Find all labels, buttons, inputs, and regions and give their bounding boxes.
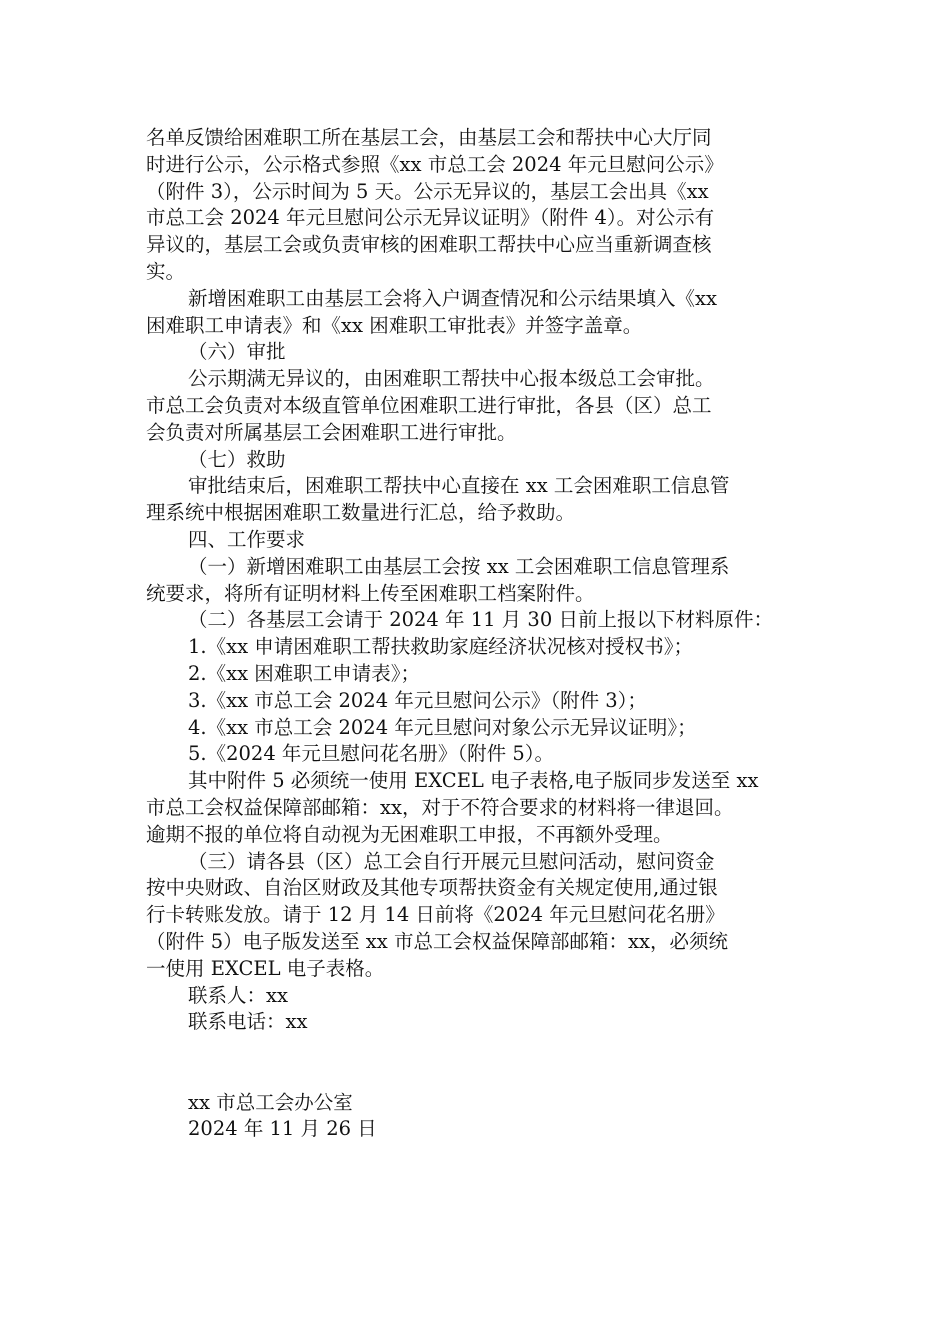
body-line: 审批结束后，困难职工帮扶中心直接在 xx 工会困难职工信息管 <box>188 474 730 498</box>
body-line: 行卡转账发放。请于 12 月 14 日前将《2024 年元旦慰问花名册》 <box>146 903 725 927</box>
issue-date: 2024 年 11 月 26 日 <box>188 1117 377 1141</box>
document-body <box>146 125 806 1143</box>
body-line: 一使用 EXCEL 电子表格。 <box>146 956 385 980</box>
body-line: 实。 <box>146 259 186 283</box>
list-item: 5.《2024 年元旦慰问花名册》（附件 5）。 <box>188 742 555 766</box>
body-line: 逾期不报的单位将自动视为无困难职工申报，不再额外受理。 <box>146 822 673 846</box>
list-item: 3.《xx 市总工会 2024 年元旦慰问公示》（附件 3）； <box>188 688 647 712</box>
body-line: （一）新增困难职工由基层工会按 xx 工会困难职工信息管理系 <box>188 554 730 578</box>
body-line: （附件 3），公示时间为 5 天。公示无异议的，基层工会出具《xx <box>146 179 709 203</box>
body-line: （二）各基层工会请于 2024 年 11 月 30 日前上报以下材料原件： <box>188 608 773 632</box>
section-heading-seven: （七）救助 <box>188 447 286 471</box>
body-line: 困难职工申请表》和《xx 困难职工审批表》并签字盖章。 <box>146 313 643 337</box>
body-line: 市总工会 2024 年元旦慰问公示无异议证明》（附件 4）。对公示有 <box>146 206 715 230</box>
body-line: 市总工会负责对本级直管单位困难职工进行审批，各县（区）总工 <box>146 393 712 417</box>
body-line: 市总工会权益保障部邮箱：xx，对于不符合要求的材料将一律退回。 <box>146 795 734 819</box>
body-line: 理系统中根据困难职工数量进行汇总，给予救助。 <box>146 501 576 525</box>
body-line: 公示期满无异议的，由困难职工帮扶中心报本级总工会审批。 <box>188 367 715 391</box>
body-line: 名单反馈给困难职工所在基层工会，由基层工会和帮扶中心大厅同 <box>146 126 712 149</box>
list-item: 2.《xx 困难职工申请表》； <box>188 661 421 685</box>
contact-phone: 联系电话：xx <box>188 1010 308 1034</box>
section-heading-six: （六）审批 <box>188 340 286 364</box>
body-line: 新增困难职工由基层工会将入户调查情况和公示结果填入《xx <box>188 286 717 310</box>
list-item: 1.《xx 申请困难职工帮扶救助家庭经济状况核对授权书》； <box>188 635 694 659</box>
body-line: 其中附件 5 必须统一使用 EXCEL 电子表格,电子版同步发送至 xx <box>188 769 759 793</box>
contact-person: 联系人：xx <box>188 983 288 1007</box>
blank-space <box>146 1036 806 1090</box>
body-line: 异议的，基层工会或负责审核的困难职工帮扶中心应当重新调查核 <box>146 233 712 257</box>
issuer-name: xx 市总工会办公室 <box>188 1090 353 1114</box>
list-item: 4.《xx 市总工会 2024 年元旦慰问对象公示无异议证明》； <box>188 715 697 739</box>
body-line: 时进行公示，公示格式参照《xx 市总工会 2024 年元旦慰问公示》 <box>146 152 724 176</box>
body-line: 按中央财政、自治区财政及其他专项帮扶资金有关规定使用,通过银 <box>146 876 718 900</box>
section-heading-four: 四、工作要求 <box>188 527 306 551</box>
body-line: 统要求，将所有证明材料上传至困难职工档案附件。 <box>146 581 595 605</box>
body-line: （附件 5）电子版发送至 xx 市总工会权益保障部邮箱：xx，必须统 <box>146 929 728 953</box>
body-line: （三）请各县（区）总工会自行开展元旦慰问活动，慰问资金 <box>188 849 715 873</box>
body-line: 会负责对所属基层工会困难职工进行审批。 <box>146 420 517 444</box>
